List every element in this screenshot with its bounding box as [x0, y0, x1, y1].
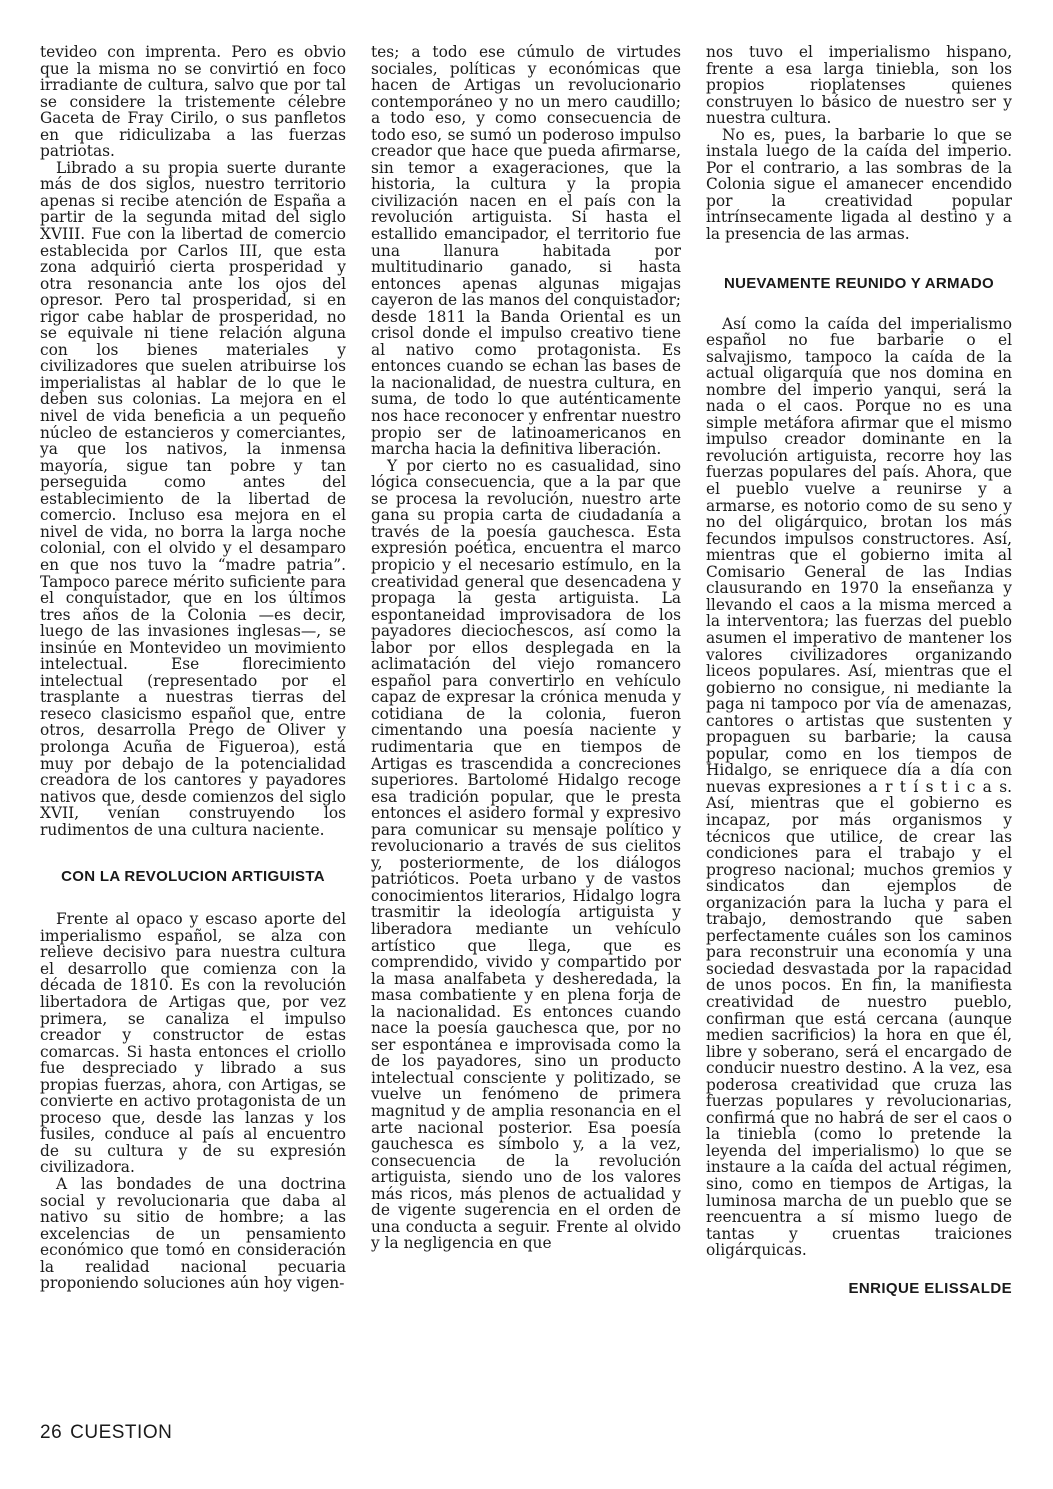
paragraph: tes; a todo ese cúmulo de virtudes sociales, políticas y económicas que hacen de Artigas un revolucionario contemporáneo y no un mero caudillo; a todo eso, y como consecuencia de todo eso, se sumó un poderoso impulso creador que hace que pueda afirmarse, sin temor a exageraciones, que la historia, la cultura y la propia civilización nacen en el país con la revolución artiguista. Si hasta el estallido emancipador, el territorio fue una llanura habitada por multitudinario ganado, si hasta entonces apenas algunas migajas cayeron de las manos del conquistador; desde 1811 la Banda Oriental es un crisol donde el impulso creativo tiene al nativo como protagonista. Es entonces cuando se echan las bases de la nacionalidad, de nuestra cultura, en suma, de todo lo que auténticamente nos hace reconocer y enfrentar nuestro propio ser de latinoamericanos en marcha hacia la definitiva liberación.: [371, 43, 681, 459]
author-signature: ENRIQUE ELISSALDE: [848, 1279, 1012, 1297]
page-number: 26: [40, 1422, 63, 1443]
section-heading: NUEVAMENTE REUNIDO Y ARMADO: [723, 274, 995, 292]
paragraph: Frente al opaco y escaso aporte del imperialismo español, se alza con relieve decisivo para nuestra cultura el desarrollo que comienza con la década de 1810. Es con la revolución libertadora de Artigas que, por vez primera, se canaliza el impulso creador y constructor de estas comarcas. Si hasta entonces el criollo fue despreciado y librado a sus propias fuerzas, ahora, con Artigas, se convierte en activo protagonista de un proceso que, desde las lanzas y los fusiles, conduce al país al encuentro de su cultura y de su expresión civilizadora.: [40, 910, 346, 1177]
paragraph: nos tuvo el imperialismo hispano, frente a esa larga tiniebla, son los propios rioplatenses quienes construyen lo básico de nuestro ser y nuestra cultura.: [706, 43, 1012, 128]
paragraph: tevideo con imprenta. Pero es obvio que la misma no se convirtió en foco irradiante de cultura, salvo que por tal se considere la tristemente célebre Gaceta de Fray Cirilo, o sus panfletos en que ridiculizaba a las fuerzas patriotas.: [40, 43, 346, 161]
section-heading: CON LA REVOLUCION ARTIGUISTA: [61, 868, 325, 886]
article-column-1: [40, 44, 346, 1292]
magazine-name: CUESTION: [70, 1422, 173, 1443]
article-column-3: [706, 44, 1012, 1297]
paragraph: Librado a su propia suerte durante más de dos siglos, nuestro territorio apenas si recibe atención de España a partir de la segunda mitad del siglo XVIII. Fue con la libertad de comercio establecida por Carlos III, que esta zona adquirió cierta prosperidad y otra resonancia ante los ojos del opresor. Pero tal prosperidad, si en rigor cabe hablar de prosperidad, no se equivale ni tiene relación alguna con los bienes materiales y civilizadores que suelen atribuirse los imperialistas al hablar de lo que le deben sus colonias. La mejora en el nivel de vida beneficia a un pequeño núcleo de estancieros y comerciantes, ya que los nativos, la inmensa mayoría, sigue tan pobre y tan perseguida como antes del establecimiento de la libertad de comercio. Incluso esa mejora en el nivel de vida, no borra la larga noche colonial, con el olvido y el desamparo en que nos tuvo la “madre patria”. Tampoco parece mérito suficiente para el conquistador, que en los últimos tres años de la Colonia —es decir, luego de las invasiones inglesas—, se insinúe en Montevideo un movimiento intelectual. Ese florecimiento intelectual (representado por el trasplante a nuestras tierras del reseco clasicismo español que, entre otros, desarrolla Prego de Oliver y prolonga Acuña de Figueroa), está muy por debajo de la potencialidad creadora de los cantores y payadores nativos que, desde comienzos del siglo XVII, venían construyendo los rudimentos de una cultura naciente.: [40, 158, 346, 839]
article-column-2: [371, 44, 681, 1252]
paragraph: A las bondades de una doctrina social y revolucionaria que daba al nativo su sitio de hombre; a las excelencias de un pensamiento económico que tomó en consideración la realidad nacional pecuaria proponiendo soluciones aún hoy vigen-: [40, 1175, 346, 1293]
paragraph: Y por cierto no es casualidad, sino lógica consecuencia, que a la par que se procesa la revolución, nuestro arte gana su propia carta de ciudadanía a través de la poesía gauchesca. Esta expresión poética, encuentra el marco propicio y el necesario estímulo, en la creatividad general que desencadena y propaga la gesta artiguista. La espontaneidad improvisadora de los payadores dieciochescos, así como la labor por ellos desplegada en la aclimatación del viejo romancero español para convertirlo en vehículo capaz de expresar la crónica menuda y cotidiana de la colonia, fueron cimentando una poesía naciente y rudimentaria que en tiempos de Artigas es trascendida a concreciones superiores. Bartolomé Hidalgo recoge esa tradición popular, que le presta entonces el asidero formal y expresivo para comunicar su mensaje político y revolucionario a través de sus cielitos y, posteriormente, de los diálogos patrióticos. Poeta urbano y de vastos conocimientos literarios, Hidalgo logra trasmitir la ideología artiguista y liberadora mediante un vehículo artístico que llega, que es comprendido, vivido y compartido por la masa analfabeta y desheredada, la masa combatiente y en plena forja de la nacionalidad. Es entonces cuando nace la poesía gauchesca que, por no ser espontánea e improvisada como la de los payadores, sino un producto intelectual consciente y politizado, se vuelve un fenómeno de primera magnitud y de amplia resonancia en el arte nacional posterior. Esa poesía gauchesca es símbolo y, a la vez, consecuencia de la revolución artiguista, siendo uno de los valores más ricos, más plenos de actualidad y de vigente sugerencia en el orden de una conducta a seguir. Frente al olvido y la negligencia en que: [371, 456, 681, 1253]
paragraph: No es, pues, la barbarie lo que se instala luego de la caída del imperio. Por el contrario, a las sombras de la Colonia sigue el amanecer encendido por la creatividad popular intrínsecamente ligada al destino y a la presencia de las armas.: [706, 125, 1012, 244]
page-footer: [40, 1422, 172, 1444]
paragraph: Así como la caída del imperialismo español no fue barbarie o el salvajismo, tampoco la caída de la actual oligarquía que nos domina en nombre del imperio yanqui, será la nada o el caos. Porque no es una simple metáfora afirmar que el mismo impulso creador dominante en la revolución artiguista, recorre hoy las fuerzas populares del país. Ahora, que el pueblo vuelve a reunirse y a armarse, es notorio como de su seno y no del oligárquico, brotan los más fecundos impulsos constructores. Así, mientras que el gobierno imita al Comisario General de las Indias clausurando en 1970 la enseñanza y llevando el caos a la misma merced a la interventora; las fuerzas del pueblo asumen el imperativo de mantener los valores civilizadores organizando liceos populares. Así, mientras que el gobierno no consigue, ni mediante la paga ni tampoco por vía de amenazas, cantores o artistas que sustenten y propaguen su barbarie; la causa popular, como en los tiempos de Hidalgo, se enriquece día a día con nuevas expresiones a r t í s t i c a s. Así, mientras que el gobierno es incapaz, por más organismos y técnicos que utilice, de crear las condiciones para el trabajo y el progreso nacional; muchos gremios y sindicatos dan ejemplos de organización para la lucha y para el trabajo, demostrando que saben perfectamente cuáles son los caminos para reconstruir una economía y una sociedad desvastada por la rapacidad de unos pocos. En fin, la manifiesta creatividad de nuestro pueblo, confirman que está cercana (aunque medien sacrificios) la hora en que él, libre y soberano, será el encargado de conducir nuestro destino. A la vez, esa poderosa creatividad que cruza las fuerzas populares y revolucionarias, confirmá que no habrá de ser el caos o la tiniebla (como lo pretende la leyenda del imperialismo) lo que se instaure a la caída del actual régimen, sino, como en tiempos de Artigas, la luminosa marcha de un pueblo que se reencuentra a sí mismo luego de tantas y cruentas traiciones oligárquicas.: [706, 314, 1012, 1260]
